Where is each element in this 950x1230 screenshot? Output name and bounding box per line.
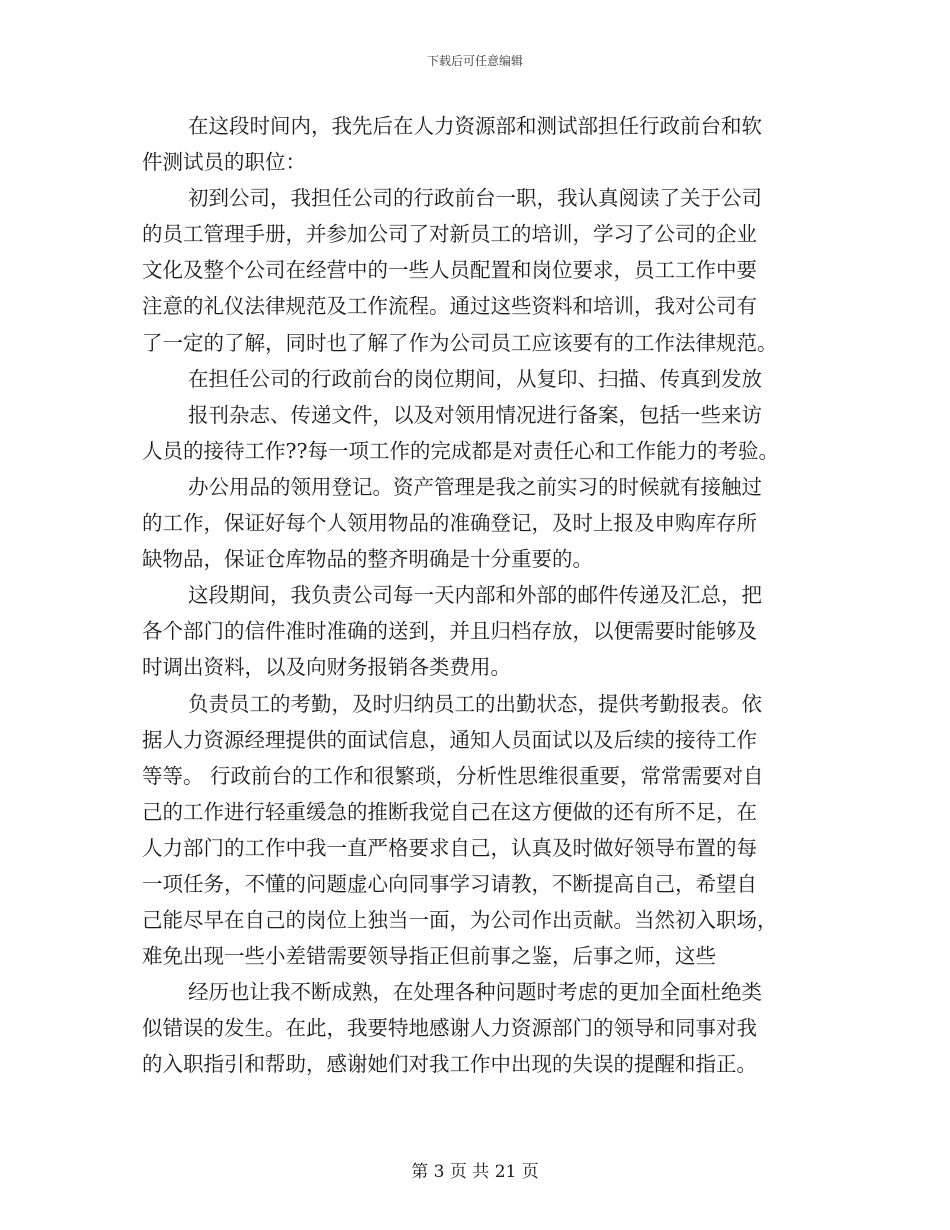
text-line: 各个部门的信件准时准确的送到，并且归档存放，以便需要时能够及 [142, 619, 757, 644]
text-line: 件测试员的职位： [142, 150, 306, 175]
text-line: 的入职指引和帮助，感谢她们对我工作中出现的失误的提醒和指正。 [142, 1052, 757, 1077]
text-line: 等等。 行政前台的工作和很繁琐，分析性思维很重要，常常需要对自 [142, 763, 764, 788]
text-line: 的工作，保证好每个人领用物品的准确登记，及时上报及申购库存所 [142, 511, 757, 536]
page-footer: 第 3 页 共 21 页 [411, 1162, 539, 1182]
text-line: 己的工作进行轻重缓急的推断我觉自己在这方便做的还有所不足，在 [142, 799, 757, 824]
text-line: 负责员工的考勤，及时归纳员工的出勤状态，提供考勤报表。依 [188, 691, 762, 716]
page-header: 下载后可任意编辑 [426, 54, 523, 68]
text-line: 在担任公司的行政前台的岗位期间，从复印、扫描、传真到发放 [188, 366, 762, 391]
text-line: 一项任务，不懂的问题虚心向同事学习请教，不断提高自己，希望自 [142, 871, 757, 896]
text-line: 报刊杂志、传递文件，以及对领用情况进行备案，包括一些来访 [188, 402, 762, 427]
text-line: 似错误的发生。在此，我要特地感谢人力资源部门的领导和同事对我 [142, 1016, 757, 1041]
text-line: 初到公司，我担任公司的行政前台一职，我认真阅读了关于公司 [188, 186, 762, 211]
text-line: 的员工管理手册，并参加公司了对新员工的培训，学习了公司的企业 [142, 222, 757, 247]
text-line: 办公用品的领用登记。资产管理是我之前实习的时候就有接触过 [188, 474, 762, 499]
text-line: 了一定的了解，同时也了解了作为公司员工应该要有的工作法律规范。 [142, 330, 778, 355]
text-line: 时调出资料，以及向财务报销各类费用。 [142, 655, 511, 680]
text-line: 人力部门的工作中我一直严格要求自己，认真及时做好领导布置的每 [142, 835, 757, 860]
text-line: 这段期间，我负责公司每一天内部和外部的邮件传递及汇总，把 [188, 583, 762, 608]
text-line: 难免出现一些小差错需要领导指正但前事之鉴，后事之师，这些 [142, 944, 716, 969]
text-line: 经历也让我不断成熟，在处理各种问题时考虑的更加全面杜绝类 [188, 980, 762, 1005]
text-line: 据人力资源经理提供的面试信息，通知人员面试以及后续的接待工作 [142, 727, 757, 752]
text-line: 己能尽早在自己的岗位上独当一面，为公司作出贡献。当然初入职场， [142, 908, 778, 933]
text-line: 人员的接待工作??每一项工作的完成都是对责任心和工作能力的考验。 [142, 438, 779, 463]
document-body [142, 108, 810, 1083]
text-line: 在这段时间内，我先后在人力资源部和测试部担任行政前台和软 [188, 114, 762, 138]
text-line: 缺物品，保证仓库物品的整齐明确是十分重要的。 [142, 547, 593, 572]
text-line: 注意的礼仪法律规范及工作流程。通过这些资料和培训，我对公司有 [142, 294, 757, 319]
text-line: 文化及整个公司在经营中的一些人员配置和岗位要求，员工工作中要 [142, 258, 757, 283]
